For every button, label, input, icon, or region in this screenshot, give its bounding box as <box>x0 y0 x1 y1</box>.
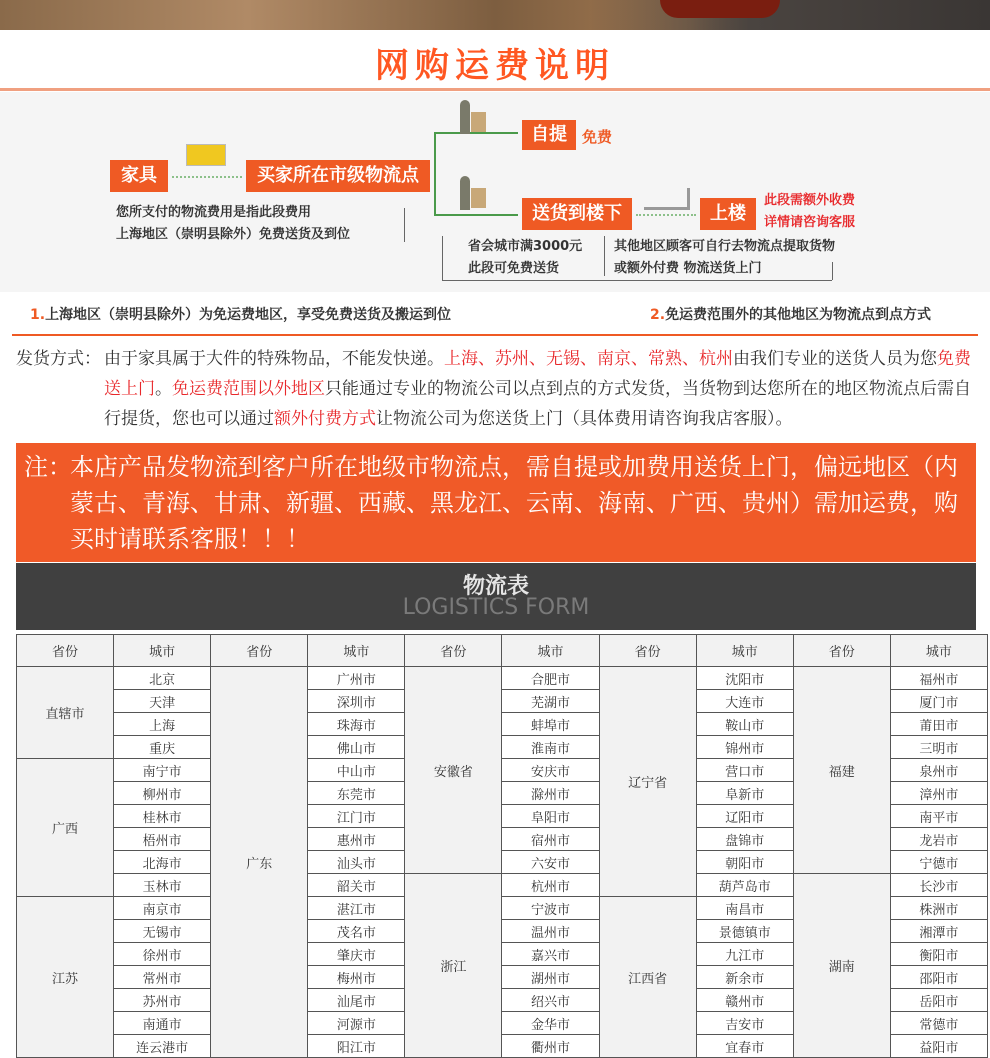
city-cell: 泉州市 <box>890 759 987 782</box>
title-divider <box>0 88 990 91</box>
city-cell: 珠海市 <box>308 713 405 736</box>
city-cell: 福州市 <box>890 667 987 690</box>
city-cell: 赣州市 <box>696 989 793 1012</box>
branch-line-bottom <box>434 214 518 216</box>
city-cell: 景德镇市 <box>696 920 793 943</box>
city-cell: 金华市 <box>502 1012 599 1035</box>
logistics-table <box>16 634 988 1058</box>
city-cell: 梧州市 <box>114 828 211 851</box>
flow-arrow-2 <box>636 214 696 216</box>
header-city: 城市 <box>890 635 987 667</box>
city-cell: 惠州市 <box>308 828 405 851</box>
shipping-label: 发货方式： <box>16 349 101 369</box>
bracket-right <box>832 262 833 280</box>
city-cell: 徐州市 <box>114 943 211 966</box>
city-cell: 朝阳市 <box>696 851 793 874</box>
city-cell: 龙岩市 <box>890 828 987 851</box>
city-cell: 河源市 <box>308 1012 405 1035</box>
city-cell: 玉林市 <box>114 874 211 897</box>
cap-note-1: 省会城市满3000元 <box>468 239 583 254</box>
city-cell: 常德市 <box>890 1012 987 1035</box>
buyer-city-box: 买家所在市级物流点 <box>246 160 430 192</box>
legend-item-1 <box>30 304 451 324</box>
section-divider <box>12 334 978 336</box>
notice-label: 注： <box>24 453 72 481</box>
header-city: 城市 <box>696 635 793 667</box>
header-province: 省份 <box>793 635 890 667</box>
city-cell: 六安市 <box>502 851 599 874</box>
logistics-title-band <box>16 563 976 630</box>
city-cell: 株洲市 <box>890 897 987 920</box>
city-cell: 鞍山市 <box>696 713 793 736</box>
car-image <box>660 0 780 18</box>
bracket-bottom <box>442 280 832 281</box>
city-cell: 汕头市 <box>308 851 405 874</box>
city-cell: 南平市 <box>890 805 987 828</box>
city-cell: 湖州市 <box>502 966 599 989</box>
city-cell: 南京市 <box>114 897 211 920</box>
city-cell: 盘锦市 <box>696 828 793 851</box>
header-city: 城市 <box>502 635 599 667</box>
note-separator <box>604 236 605 276</box>
city-cell: 重庆 <box>114 736 211 759</box>
city-cell: 九江市 <box>696 943 793 966</box>
other-note-2: 或额外付费 物流送货上门 <box>614 261 762 276</box>
hero-banner-image <box>0 0 990 30</box>
city-cell: 吉安市 <box>696 1012 793 1035</box>
header-province: 省份 <box>405 635 502 667</box>
city-cell: 淮南市 <box>502 736 599 759</box>
city-cell: 温州市 <box>502 920 599 943</box>
legend-num-1: 1. <box>30 307 46 323</box>
logistics-title-en: LOGISTICS FORM <box>402 595 590 620</box>
city-cell: 广州市 <box>308 667 405 690</box>
city-cell: 南通市 <box>114 1012 211 1035</box>
porter-icon <box>460 176 486 210</box>
road-image <box>590 0 990 30</box>
city-cell: 天津 <box>114 690 211 713</box>
city-cell: 衡阳市 <box>890 943 987 966</box>
legend-item-2 <box>650 304 931 324</box>
stairs-icon <box>644 188 690 210</box>
city-cell: 桂林市 <box>114 805 211 828</box>
city-cell: 中山市 <box>308 759 405 782</box>
city-cell: 南宁市 <box>114 759 211 782</box>
city-cell: 苏州市 <box>114 989 211 1012</box>
other-note-1: 其他地区顾客可自行去物流点提取货物 <box>614 239 836 254</box>
city-cell: 茂名市 <box>308 920 405 943</box>
province-cell: 辽宁省 <box>599 667 696 897</box>
city-cell: 长沙市 <box>890 874 987 897</box>
city-cell: 宜春市 <box>696 1035 793 1058</box>
outside-free-zone-text: 免运费范围以外地区 <box>172 379 325 399</box>
city-cell: 梅州市 <box>308 966 405 989</box>
city-cell: 汕尾市 <box>308 989 405 1012</box>
city-cell: 肇庆市 <box>308 943 405 966</box>
paid-note-1: 您所支付的物流费用是指此段费用 <box>116 205 312 220</box>
city-cell: 阜阳市 <box>502 805 599 828</box>
header-province: 省份 <box>17 635 114 667</box>
city-cell: 衢州市 <box>502 1035 599 1058</box>
bracket-left <box>442 236 443 280</box>
city-cell: 绍兴市 <box>502 989 599 1012</box>
notice-banner <box>16 443 976 562</box>
province-cell: 浙江 <box>405 874 502 1058</box>
city-cell: 北海市 <box>114 851 211 874</box>
extra-fee-text: 额外付费方式 <box>274 409 376 429</box>
province-cell: 福建 <box>793 667 890 874</box>
header-province: 省份 <box>211 635 308 667</box>
city-cell: 营口市 <box>696 759 793 782</box>
city-cell: 葫芦岛市 <box>696 874 793 897</box>
city-cell: 三明市 <box>890 736 987 759</box>
header-city: 城市 <box>114 635 211 667</box>
header-city: 城市 <box>308 635 405 667</box>
city-cell: 安庆市 <box>502 759 599 782</box>
flow-arrow-1 <box>172 176 242 178</box>
notice-text: 本店产品发物流到客户所在地级市物流点，需自提或加费用送货上门，偏远地区（内蒙古、青海、甘肃、新疆、西藏、黑龙江、云南、海南、广西、贵州）需加运费，购买时请联系客服！！！ <box>70 453 958 553</box>
city-cell: 杭州市 <box>502 874 599 897</box>
shipping-flow-diagram <box>0 92 990 292</box>
upstairs-note-2: 详情请咨询客服 <box>764 215 856 230</box>
shipping-text-2: 由我们专业的送货人员为您 <box>733 349 937 369</box>
header-province: 省份 <box>599 635 696 667</box>
shipping-text-5: 让物流公司为您送货上门（具体费用请咨询我店客服）。 <box>376 409 793 429</box>
paid-note-2: 上海地区（崇明县除外）免费送货及到位 <box>116 227 351 242</box>
city-cell: 南昌市 <box>696 897 793 920</box>
city-cell: 合肥市 <box>502 667 599 690</box>
province-cell: 江西省 <box>599 897 696 1058</box>
province-cell: 江苏 <box>17 897 114 1058</box>
upstairs-note-1: 此段需额外收费 <box>764 193 856 208</box>
city-cell: 阳江市 <box>308 1035 405 1058</box>
city-cell: 宁德市 <box>890 851 987 874</box>
city-cell: 漳州市 <box>890 782 987 805</box>
city-cell: 嘉兴市 <box>502 943 599 966</box>
legend-text-2: 免运费范围外的其他地区为物流点到点方式 <box>665 307 932 323</box>
cap-note-2: 此段可免费送货 <box>468 261 560 276</box>
city-cell: 东莞市 <box>308 782 405 805</box>
city-cell: 韶关市 <box>308 874 405 897</box>
city-cell: 北京 <box>114 667 211 690</box>
up-arrow-line <box>404 208 405 242</box>
shipping-text <box>104 344 984 434</box>
city-cell: 滁州市 <box>502 782 599 805</box>
branch-line-vertical <box>434 132 436 216</box>
free-label: 免费 <box>582 128 613 146</box>
furniture-box: 家具 <box>110 160 168 192</box>
shipping-text-4: 只能通过专业的物流公司以点到点的方式发货，当货物到达您所在的地区物流点后需自行提货，您也可以通过 <box>104 379 971 429</box>
self-pickup-box: 自提 <box>522 120 576 150</box>
delivery-box: 送货到楼下 <box>522 198 632 230</box>
city-cell: 阜新市 <box>696 782 793 805</box>
province-cell: 直辖市 <box>17 667 114 759</box>
legend-num-2: 2. <box>650 307 666 323</box>
city-cell: 深圳市 <box>308 690 405 713</box>
city-cell: 大连市 <box>696 690 793 713</box>
city-cell: 厦门市 <box>890 690 987 713</box>
shipping-cities: 上海、苏州、无锡、南京、常熟、杭州 <box>444 349 733 369</box>
upstairs-box: 上楼 <box>700 198 756 230</box>
city-cell: 莆田市 <box>890 713 987 736</box>
logistics-title-cn: 物流表 <box>462 574 529 599</box>
city-cell: 新余市 <box>696 966 793 989</box>
city-cell: 宁波市 <box>502 897 599 920</box>
city-cell: 湛江市 <box>308 897 405 920</box>
city-cell: 连云港市 <box>114 1035 211 1058</box>
city-cell: 佛山市 <box>308 736 405 759</box>
table-row <box>17 874 988 897</box>
city-cell: 沈阳市 <box>696 667 793 690</box>
city-cell: 宿州市 <box>502 828 599 851</box>
city-cell: 蚌埠市 <box>502 713 599 736</box>
city-cell: 芜湖市 <box>502 690 599 713</box>
table-row <box>17 667 988 690</box>
shipping-text-3: 。 <box>155 379 172 399</box>
truck-icon <box>186 144 226 166</box>
city-cell: 常州市 <box>114 966 211 989</box>
city-cell: 江门市 <box>308 805 405 828</box>
city-cell: 辽阳市 <box>696 805 793 828</box>
city-cell: 邵阳市 <box>890 966 987 989</box>
province-cell: 广东 <box>211 667 308 1058</box>
city-cell: 柳州市 <box>114 782 211 805</box>
city-cell: 无锡市 <box>114 920 211 943</box>
province-cell: 广西 <box>17 759 114 897</box>
free-delivery-text: 免费送上门 <box>104 349 971 399</box>
page-title: 网购运费说明 <box>375 46 615 86</box>
shipping-text-1: 由于家具属于大件的特殊物品，不能发快递。 <box>104 349 444 369</box>
logistics-header-row <box>17 635 988 667</box>
province-cell: 湖南 <box>793 874 890 1058</box>
porter-icon <box>460 100 486 134</box>
logistics-table-body <box>17 667 988 1058</box>
legend-text-1: 上海地区（崇明县除外）为免运费地区，享受免费送货及搬运到位 <box>45 307 452 323</box>
province-cell: 安徽省 <box>405 667 502 874</box>
city-cell: 岳阳市 <box>890 989 987 1012</box>
city-cell: 益阳市 <box>890 1035 987 1058</box>
city-cell: 上海 <box>114 713 211 736</box>
city-cell: 湘潭市 <box>890 920 987 943</box>
city-cell: 锦州市 <box>696 736 793 759</box>
